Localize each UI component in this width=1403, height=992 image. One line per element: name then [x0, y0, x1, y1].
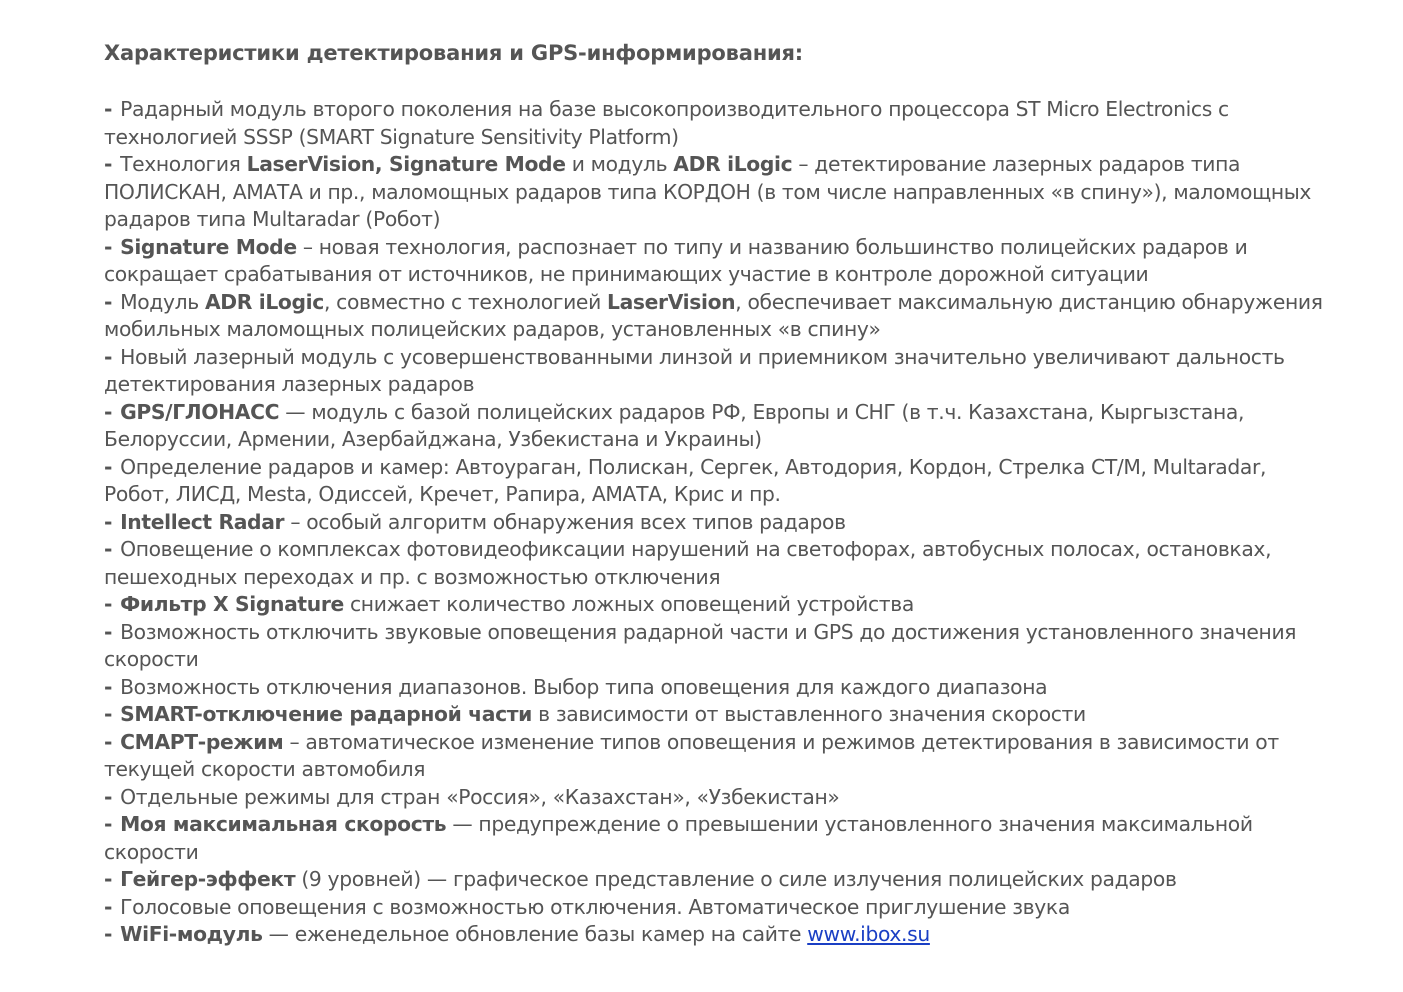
bullet-dash: -	[104, 289, 113, 314]
item-text: – детектирование лазерных радаров типа ПОЛИСКАН, АМАТА и пр., маломощных радаров типа КОРДОН (в том числе направленных «в спину»), маломощных радаров типа Multaradar (Робот)	[104, 152, 1312, 231]
item-text: Модуль	[120, 289, 205, 314]
list-item	[104, 289, 1334, 344]
item-text: Новый лазерный модуль с усовершенствованными линзой и приемником значительно увеличивают дальность детектирования лазерных радаров	[104, 344, 1285, 396]
list-item	[104, 674, 1334, 702]
list-item	[104, 399, 1334, 454]
document	[104, 38, 1334, 949]
bullet-dash: -	[104, 399, 113, 424]
item-text: Определение радаров и камер: Автоураган, Полискан, Сергек, Автодория, Кордон, Стрелка СТ/М, Multaradar, Робот, ЛИСД, Mesta, Одиссей, Кречет, Рапира, АМАТА, Крис и пр.	[104, 454, 1267, 506]
bullet-dash: -	[104, 344, 113, 369]
feature-name: SMART-отключение радарной части	[120, 702, 533, 726]
item-text: в зависимости от выставленного значения скорости	[532, 702, 1086, 726]
bullet-dash: -	[104, 922, 113, 946]
item-text: Отдельные режимы для стран «Россия», «Казахстан», «Узбекистан»	[120, 784, 840, 809]
list-item	[104, 234, 1334, 289]
feature-name: Моя максимальная скорость	[120, 812, 447, 836]
bullet-dash: -	[104, 592, 113, 616]
item-text: – автоматическое изменение типов оповещения и режимов детектирования в зависимости от текущей скорости автомобиля	[104, 729, 1279, 781]
bullet-dash: -	[104, 509, 113, 534]
bullet-dash: -	[104, 97, 113, 121]
list-item	[104, 784, 1334, 812]
item-text: , обеспечивает максимальную дистанцию обнаружения мобильных маломощных полицейских радаров, установленных «в спину»	[104, 289, 1323, 341]
feature-name: Фильтр X Signature	[120, 592, 344, 616]
bullet-dash: -	[104, 234, 113, 259]
bullet-dash: -	[104, 867, 113, 891]
list-item	[104, 591, 1334, 619]
bullet-dash: -	[104, 454, 113, 479]
item-text: — предупреждение о превышении установленного значения максимальной скорости	[104, 812, 1253, 864]
item-text: Технология	[120, 152, 247, 176]
list-item	[104, 454, 1334, 509]
feature-name: LaserVision	[607, 289, 736, 314]
bullet-dash: -	[104, 152, 113, 176]
list-item	[104, 894, 1334, 922]
list-item	[104, 96, 1334, 151]
list-item	[104, 866, 1334, 894]
item-text: — еженедельное обновление базы камер на сайте	[262, 922, 808, 946]
feature-name: ADR iLogic	[204, 289, 324, 314]
feature-list	[104, 96, 1334, 949]
bullet-dash: -	[104, 537, 113, 561]
list-item	[104, 921, 1334, 949]
bullet-dash: -	[104, 894, 113, 919]
item-text: , совместно с технологией	[323, 289, 607, 314]
item-text: Голосовые оповещения с возможностью отключения. Автоматическое приглушение звука	[120, 894, 1070, 919]
page-title: Характеристики детектирования и GPS-информирования:	[104, 41, 804, 65]
bullet-dash: -	[104, 619, 113, 644]
item-text: Радарный модуль второго поколения на базе высокопроизводительного процессора ST Micro Electronics с технологией SSSP (SMART Signature Sensitivity Platform)	[104, 97, 1229, 149]
feature-name: GPS/ГЛОНАСС	[120, 399, 280, 424]
item-text: — модуль с базой полицейских радаров РФ, Европы и СНГ (в т.ч. Казахстана, Кыргызстана, Белоруссии, Армении, Азербайджана, Узбекистана и Украины)	[104, 399, 1245, 451]
item-text: Возможность отключения диапазонов. Выбор типа оповещения для каждого диапазона	[120, 674, 1048, 699]
list-item	[104, 536, 1334, 591]
item-text: и модуль	[565, 152, 674, 176]
item-text: Оповещение о комплексах фотовидеофиксации нарушений на светофорах, автобусных полосах, остановках, пешеходных переходах и пр. с возможностью отключения	[104, 537, 1272, 589]
list-item	[104, 811, 1334, 866]
list-item	[104, 344, 1334, 399]
feature-name: LaserVision, Signature Mode	[246, 152, 566, 176]
bullet-dash: -	[104, 784, 113, 809]
item-text: снижает количество ложных оповещений устройства	[343, 592, 914, 616]
list-item	[104, 509, 1334, 537]
feature-name: ADR iLogic	[673, 152, 793, 176]
item-text: (9 уровней) — графическое представление о силе излучения полицейских радаров	[295, 867, 1177, 891]
website-link[interactable]: www.ibox.su	[807, 922, 930, 946]
list-item	[104, 151, 1334, 234]
bullet-dash: -	[104, 674, 113, 699]
list-item	[104, 729, 1334, 784]
feature-name: Signature Mode	[120, 234, 297, 259]
list-item	[104, 619, 1334, 674]
item-text: Возможность отключить звуковые оповещения радарной части и GPS до достижения установленного значения скорости	[104, 619, 1297, 671]
bullet-dash: -	[104, 812, 113, 836]
bullet-dash: -	[104, 702, 113, 726]
feature-name: Intellect Radar	[120, 509, 285, 534]
bullet-dash: -	[104, 729, 113, 754]
list-item	[104, 701, 1334, 729]
feature-name: СМАРТ-режим	[120, 729, 284, 754]
feature-name: Гейгер-эффект	[120, 867, 296, 891]
item-text: – особый алгоритм обнаружения всех типов радаров	[284, 509, 846, 534]
item-text: – новая технология, распознает по типу и названию большинство полицейских радаров и сокращает срабатывания от источников, не принимающих участие в контроле дорожной ситуации	[104, 234, 1248, 286]
feature-name: WiFi-модуль	[120, 922, 263, 946]
